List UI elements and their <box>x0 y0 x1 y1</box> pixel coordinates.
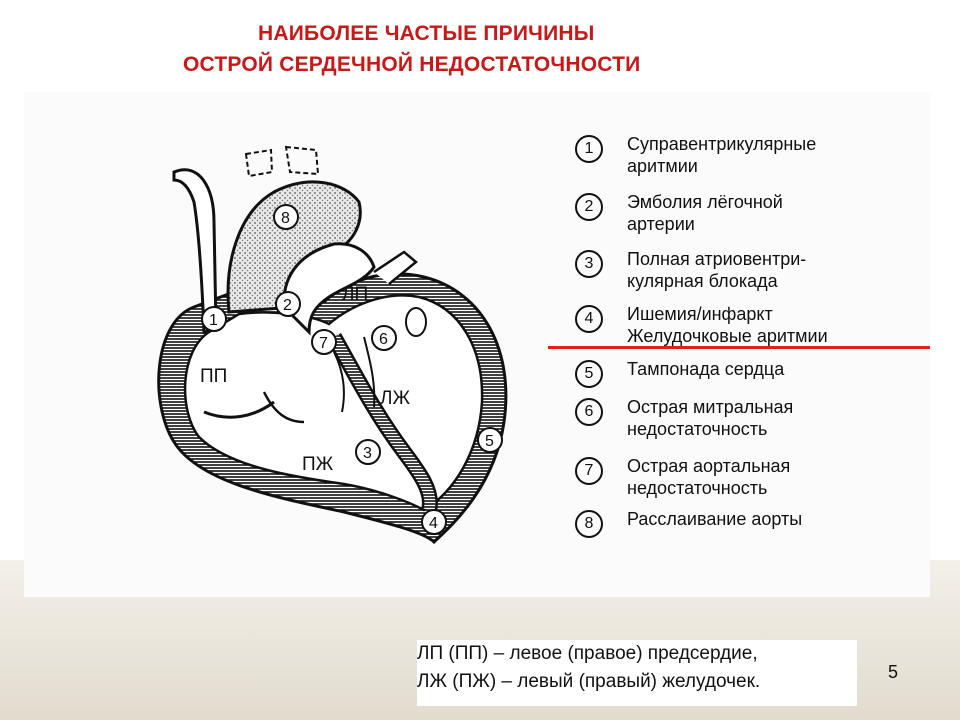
svg-text:3: 3 <box>363 445 372 462</box>
marker-5 <box>478 428 502 452</box>
legend-number-4: 4 <box>575 305 603 333</box>
chamber-label-lp: ЛП <box>342 284 369 305</box>
legend-number-2: 2 <box>575 193 603 221</box>
chamber-label-pp: ПП <box>200 366 228 387</box>
svg-text:4: 4 <box>429 515 438 532</box>
heart-diagram <box>24 92 554 597</box>
marker-7 <box>312 330 336 354</box>
page-number: 5 <box>888 662 899 682</box>
title-line-2: ОСТРОЙ СЕРДЕЧНОЙ НЕДОСТАТОЧНОСТИ <box>183 53 641 76</box>
svg-text:2: 2 <box>283 297 292 314</box>
marker-4 <box>422 510 446 534</box>
note-line-2: ЛЖ (ПЖ) – левый (правый) желудочек. <box>417 671 761 692</box>
marker-1 <box>202 307 226 331</box>
legend-number-6: 6 <box>575 398 603 426</box>
marker-2 <box>276 292 300 316</box>
legend-number-5: 5 <box>575 360 603 388</box>
svg-text:7: 7 <box>319 335 328 352</box>
svg-text:8: 8 <box>281 210 290 227</box>
svg-text:1: 1 <box>209 312 218 329</box>
marker-6 <box>372 326 396 350</box>
legend-number-8: 8 <box>575 510 603 538</box>
chamber-label-pzh: ПЖ <box>302 454 334 475</box>
svg-text:5: 5 <box>485 433 494 450</box>
note-line-1: ЛП (ПП) – левое (правое) предсердие, <box>417 643 758 664</box>
legend-number-1: 1 <box>575 135 603 163</box>
marker-8 <box>274 205 298 229</box>
marker-3 <box>356 440 380 464</box>
divider-line <box>548 346 930 349</box>
svg-text:6: 6 <box>379 331 388 348</box>
chamber-label-lzh: ЛЖ <box>380 388 411 409</box>
title-line-1: НАИБОЛЕЕ ЧАСТЫЕ ПРИЧИНЫ <box>258 22 595 45</box>
legend-number-7: 7 <box>575 457 603 485</box>
abbreviation-notes <box>417 640 857 706</box>
legend-number-3: 3 <box>575 250 603 278</box>
